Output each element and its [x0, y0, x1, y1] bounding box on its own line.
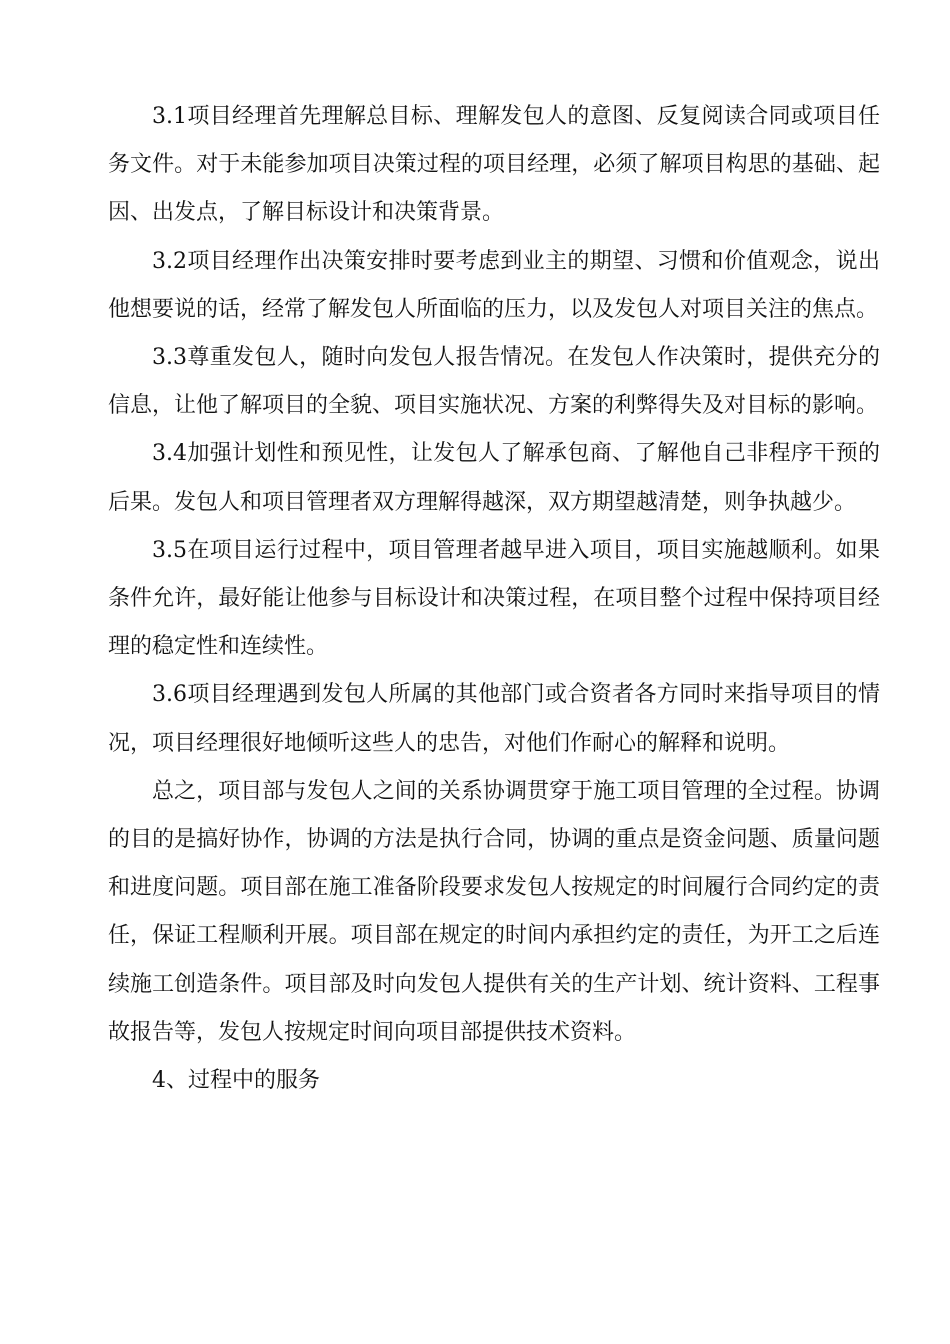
paragraph-3-2: 3.2项目经理作出决策安排时要考虑到业主的期望、习惯和价值观念，说出他想要说的话，经常了解发包人所面临的压力，以及发包人对项目关注的焦点。	[108, 248, 880, 322]
paragraph-3-5: 3.5在项目运行过程中，项目管理者越早进入项目，项目实施越顺利。如果条件允许，最好能让他参与目标设计和决策过程，在项目整个过程中保持项目经理的稳定性和连续性。	[108, 537, 880, 660]
paragraph-summary: 总之，项目部与发包人之间的关系协调贯穿于施工项目管理的全过程。协调的目的是搞好协作，协调的方法是执行合同，协调的重点是资金问题、质量问题和进度问题。项目部在施工准备阶段要求发包人按规定的时间履行合同约定的责任，保证工程顺利开展。项目部在规定的时间内承担约定的责任，为开工之后连续施工创造条件。项目部及时向发包人提供有关的生产计划、统计资料、工程事故报告等，发包人按规定时间向项目部提供技术资料。	[108, 778, 880, 1045]
paragraph-3-1: 3.1项目经理首先理解总目标、理解发包人的意图、反复阅读合同或项目任务文件。对于未能参加项目决策过程的项目经理，必须了解项目构思的基础、起因、出发点，了解目标设计和决策背景。	[108, 104, 880, 226]
paragraph-3-3: 3.3尊重发包人，随时向发包人报告情况。在发包人作决策时，提供充分的信息，让他了解项目的全貌、项目实施状况、方案的利弊得失及对目标的影响。	[108, 345, 880, 419]
section-heading: 4、过程中的服务	[152, 1068, 320, 1094]
paragraph-3-4: 3.4加强计划性和预见性，让发包人了解承包商、了解他自己非程序干预的后果。发包人和项目管理者双方理解得越深，双方期望越清楚，则争执越少。	[108, 441, 880, 515]
paragraph-3-6: 3.6项目经理遇到发包人所属的其他部门或合资者各方同时来指导项目的情况，项目经理很好地倾听这些人的忠告，对他们作耐心的解释和说明。	[108, 682, 880, 756]
document-body	[108, 93, 880, 1105]
